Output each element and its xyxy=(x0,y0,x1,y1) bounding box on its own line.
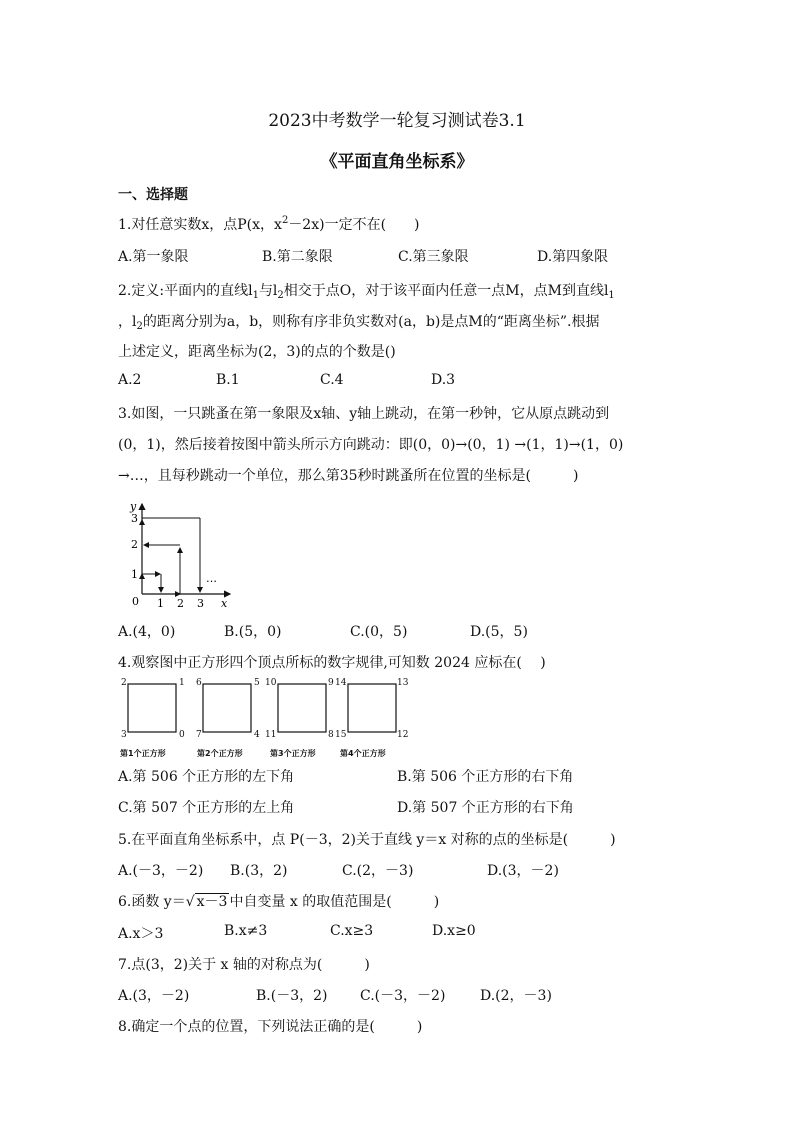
q2-option-c: C.4 xyxy=(320,372,344,388)
question-3-line-3: →…，且每秒跳动一个单位，那么第35秒时跳蚤所在位置的坐标是( ) xyxy=(118,468,579,484)
question-3-line-1: 3.如图，一只跳蚤在第一象限及x轴、y轴上跳动，在第一秒钟，它从原点跳动到 xyxy=(118,406,610,422)
square-4-bottom-right: 12 xyxy=(397,730,409,740)
flea-jump-figure xyxy=(118,498,238,610)
square-1-caption: 第1个正方形 xyxy=(120,749,166,758)
question-2-line-3: 上述定义，距离坐标为(2，3)的点的个数是() xyxy=(118,344,396,360)
q6-option-d: D.x≥0 xyxy=(432,923,476,939)
q2-option-d: D.3 xyxy=(431,372,456,388)
y-axis-label: y xyxy=(130,500,137,513)
square-3-bottom-right: 8 xyxy=(328,730,334,740)
square-4-top-right: 13 xyxy=(397,678,409,688)
q5-option-d: D.(3，－2) xyxy=(487,863,559,879)
question-2-line-1: 2.定义:平面内的直线$l_1$与$l_2$相交于点O，对于该平面内任意一点M，点M到直线$l_1$ xyxy=(118,283,615,301)
square-4-caption: 第4个正方形 xyxy=(340,749,386,758)
question-4-stem: 4.观察图中正方形四个顶点所标的数字规律,可知数 2024 应标在( ) xyxy=(118,655,546,671)
y-tick-1: 1 xyxy=(131,568,138,581)
q4-option-a: A.第 506 个正方形的左下角 xyxy=(118,769,295,785)
square-3-top-right: 9 xyxy=(328,678,334,688)
square-1 xyxy=(128,684,176,732)
square-2 xyxy=(203,684,251,732)
square-2-top-left: 6 xyxy=(196,678,202,688)
q1-option-d: D.第四象限 xyxy=(537,249,609,265)
q5-option-c: C.(2，－3) xyxy=(342,863,414,879)
origin-label: 0 xyxy=(132,595,139,608)
y-tick-2: 2 xyxy=(131,538,138,551)
square-3-bottom-left: 11 xyxy=(265,730,277,740)
q5-option-a: A.(－3，－2) xyxy=(118,863,204,879)
q7-option-d: D.(2，－3) xyxy=(480,988,552,1004)
page-title: 2023中考数学一轮复习测试卷3.1 xyxy=(268,111,526,131)
question-1-stem: 1.对任意实数x，点P(x，$x^2-2x$)一定不在( ) xyxy=(118,215,420,233)
square-1-top-right: 1 xyxy=(179,678,185,688)
q5-option-b: B.(3，2) xyxy=(230,863,288,879)
q2-option-b: B.1 xyxy=(216,372,240,388)
q3-option-d: D.(5，5) xyxy=(470,624,528,640)
question-8-stem: 8.确定一个点的位置，下列说法正确的是( ) xyxy=(118,1019,423,1035)
square-2-bottom-right: 4 xyxy=(254,730,260,740)
q4-option-d: D.第 507 个正方形的右下角 xyxy=(397,800,574,816)
q3-option-a: A.(4，0) xyxy=(118,624,176,640)
y-tick-3: 3 xyxy=(131,512,138,525)
x-tick-1: 1 xyxy=(157,597,164,610)
q2-option-a: A.2 xyxy=(118,372,142,388)
page-subtitle: 《平面直角坐标系》 xyxy=(320,152,474,172)
q1-option-a: A.第一象限 xyxy=(118,249,189,265)
square-2-top-right: 5 xyxy=(254,678,260,688)
question-2-line-2: ，$l_2$的距离分别为a，b，则称有序非负实数对(a，b)是点M的“距离坐标”.根据 xyxy=(118,314,600,332)
continuation-ellipsis: … xyxy=(206,572,217,585)
q1-option-c: C.第三象限 xyxy=(398,249,469,265)
question-6-stem: 6.函数 y＝√ x－3 中自变量 x 的取值范围是( ) xyxy=(118,891,439,911)
x-tick-2: 2 xyxy=(177,597,184,610)
square-4-top-left: 14 xyxy=(335,678,347,688)
square-3-top-left: 10 xyxy=(265,678,277,688)
q4-option-b: B.第 506 个正方形的右下角 xyxy=(397,769,574,785)
question-7-stem: 7.点(3，2)关于 x 轴的对称点为( ) xyxy=(118,957,370,973)
section-heading: 一、选择题 xyxy=(118,187,188,203)
q7-option-c: C.(－3，－2) xyxy=(360,988,446,1004)
numbered-squares-figure xyxy=(118,676,410,762)
square-4-bottom-left: 15 xyxy=(335,730,347,740)
square-3-caption: 第3个正方形 xyxy=(270,749,316,758)
q7-option-a: A.(3，－2) xyxy=(118,988,190,1004)
x-axis-label: x xyxy=(221,597,228,610)
square-1-bottom-right: 0 xyxy=(179,730,185,740)
square-1-bottom-left: 3 xyxy=(121,730,127,740)
square-4 xyxy=(348,684,396,732)
square-1-top-left: 2 xyxy=(121,678,127,688)
square-2-caption: 第2个正方形 xyxy=(197,749,243,758)
q6-option-a: A.x＞3 xyxy=(118,926,164,942)
jump-path xyxy=(142,518,200,594)
x-tick-3: 3 xyxy=(197,597,204,610)
q3-option-b: B.(5，0) xyxy=(224,624,282,640)
q6-option-b: B.x≠3 xyxy=(224,923,268,939)
q7-option-b: B.(－3，2) xyxy=(256,988,328,1004)
q3-option-c: C.(0，5) xyxy=(350,624,408,640)
square-root-expression: √ x－3 xyxy=(185,894,228,910)
q4-option-c: C.第 507 个正方形的左上角 xyxy=(118,800,295,816)
q6-option-c: C.x≥3 xyxy=(330,923,374,939)
q1-option-b: B.第二象限 xyxy=(262,249,333,265)
square-2-bottom-left: 7 xyxy=(196,730,202,740)
square-3 xyxy=(278,684,326,732)
question-5-stem: 5.在平面直角坐标系中，点 P(－3，2)关于直线 y＝x 对称的点的坐标是( ) xyxy=(118,832,616,848)
question-3-line-2: (0，1)，然后接着按图中箭头所示方向跳动：即(0，0)→(0，1) →(1，1)→(1，0) xyxy=(118,437,624,453)
